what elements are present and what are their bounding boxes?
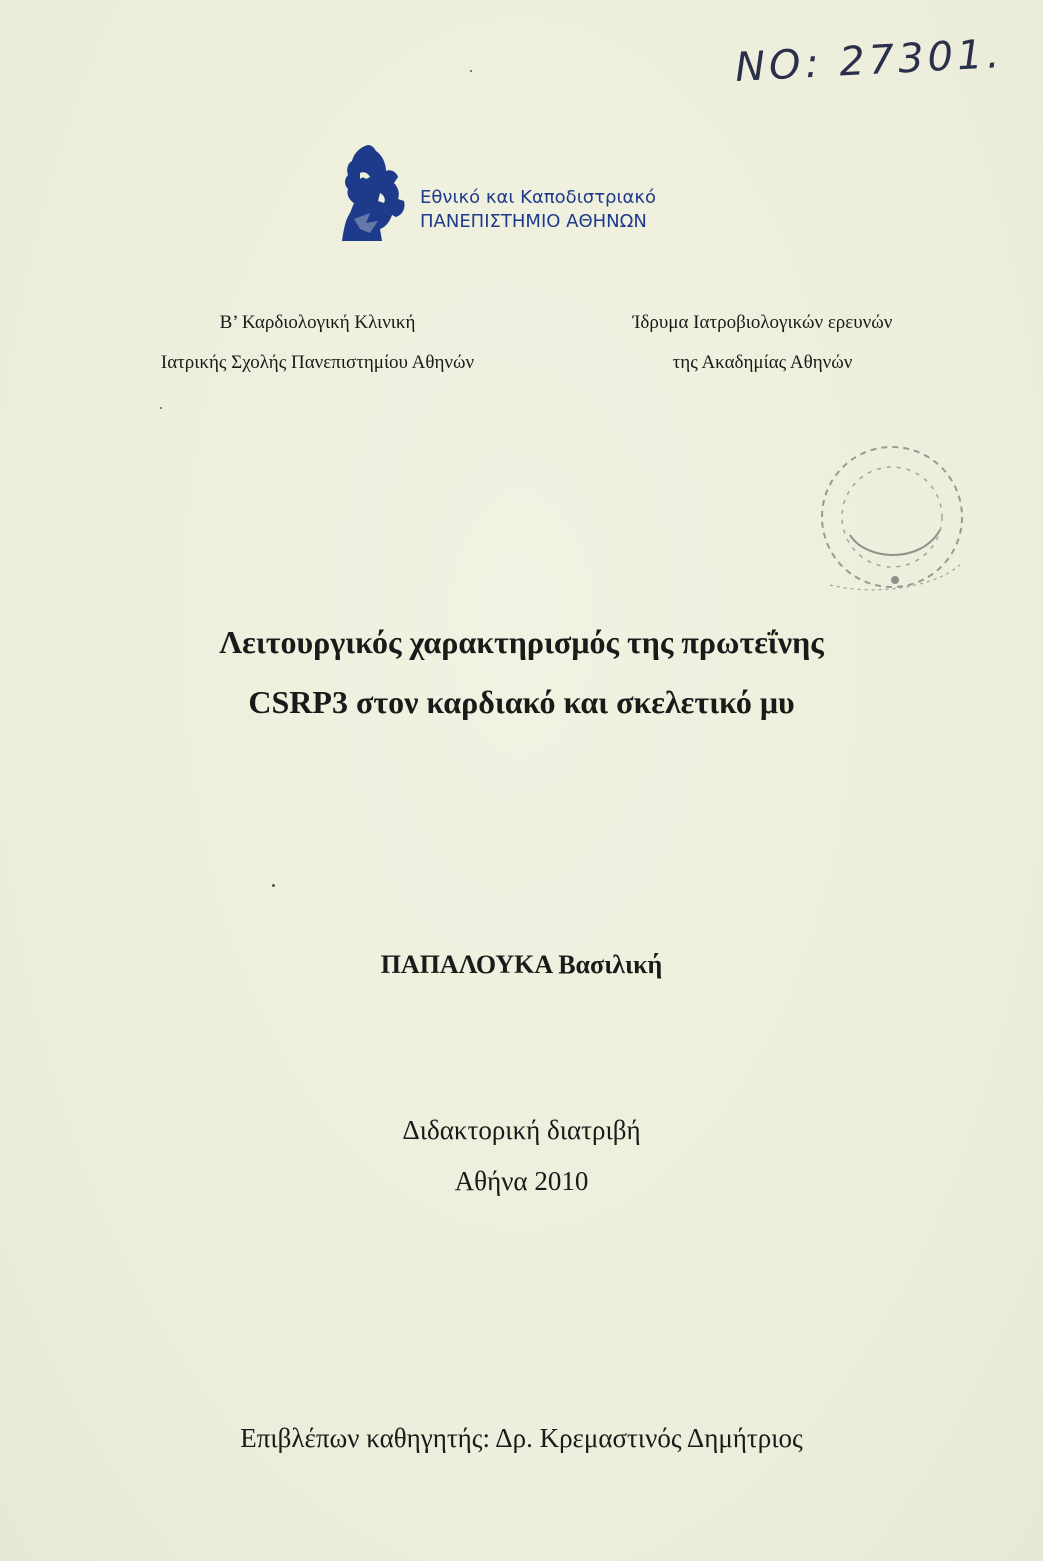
library-stamp-icon bbox=[810, 435, 975, 600]
affiliation-right-line2: της Ακαδημίας Αθηνών bbox=[672, 352, 853, 373]
affiliation-left-line1: Β’ Καρδιολογική Κλινική bbox=[219, 312, 416, 333]
athena-head-logo-icon bbox=[340, 143, 410, 243]
thesis-title bbox=[0, 612, 1043, 732]
university-name bbox=[420, 186, 656, 234]
scan-speck bbox=[272, 884, 275, 887]
thesis-place-year: Αθήνα 2010 bbox=[454, 1166, 589, 1196]
thesis-title-line1: Λειτουργικός χαρακτηρισμός της πρωτεΐνης bbox=[219, 624, 824, 660]
thesis-type: Διδακτορική διατριβή bbox=[402, 1115, 641, 1145]
thesis-info bbox=[0, 1105, 1043, 1207]
university-name-line2: ΠΑΝΕΠΙΣΤΗΜΙΟ ΑΘΗΝΩΝ bbox=[420, 211, 647, 232]
affiliation-right-line1: Ίδρυμα Ιατροβιολογικών ερευνών bbox=[632, 312, 893, 333]
affiliation-left-line2: Ιατρικής Σχολής Πανεπιστημίου Αθηνών bbox=[160, 352, 475, 373]
scan-speck bbox=[160, 407, 162, 409]
university-name-line1: Εθνικό και Καποδιστριακό bbox=[420, 187, 657, 208]
affiliation-left bbox=[130, 303, 505, 383]
affiliation-right bbox=[600, 303, 925, 383]
supervisor: Επιβλέπων καθηγητής: Δρ. Κρεμαστινός Δημήτριος bbox=[240, 1423, 803, 1453]
scan-speck bbox=[470, 70, 472, 72]
handwritten-note: NO: 27301. bbox=[733, 31, 1005, 91]
author-name: ΠΑΠΑΛΟΥΚΑ Βασιλική bbox=[380, 950, 663, 979]
thesis-title-line2: CSRP3 στον καρδιακό και σκελετικό μυ bbox=[248, 684, 795, 720]
